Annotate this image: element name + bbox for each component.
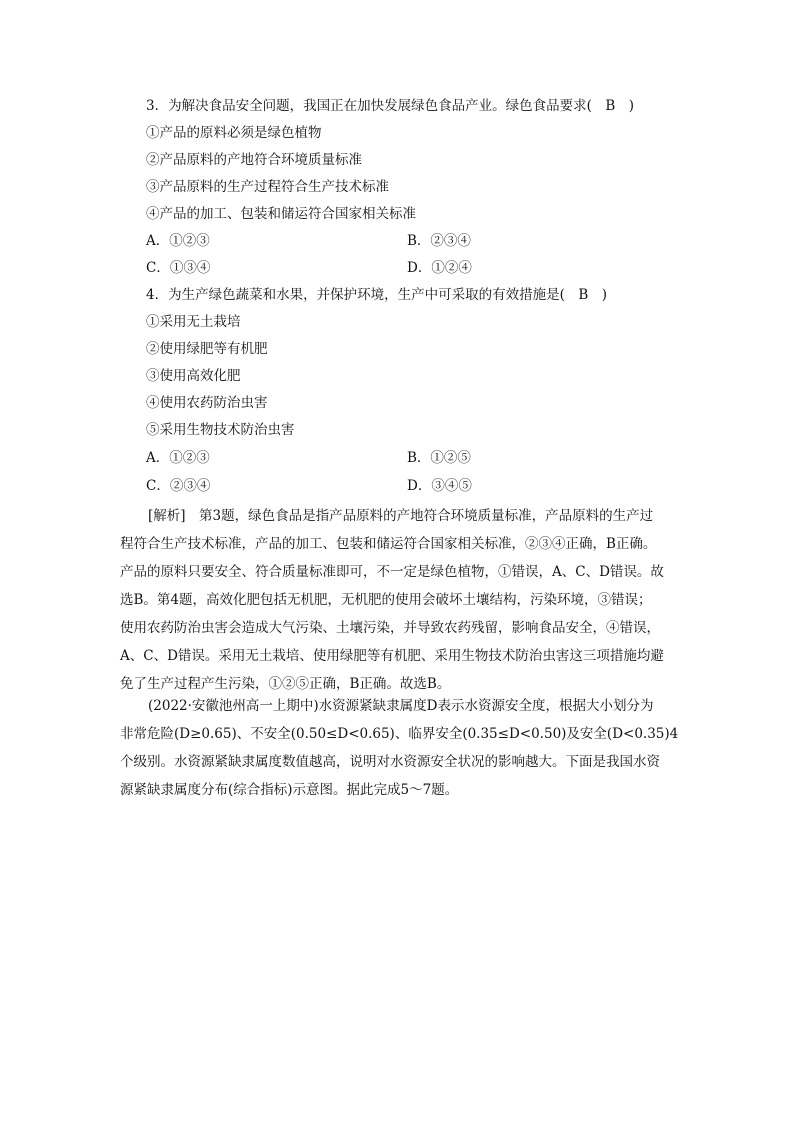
q4-stem: 4．为生产绿色蔬菜和水果，并保护环境，生产中可采取的有效措施是( B ) xyxy=(146,287,608,303)
intro-line: 非常危险(D≥0.65)、不安全(0.50≤D<0.65)、临界安全(0.35≤D<0.50)及安全(D<0.35)4 xyxy=(120,726,679,742)
intro-line: 源紧缺隶属度分布(综合指标)示意图。据此完成5～7题。 xyxy=(120,782,459,798)
q3-option-b: B．②③④ xyxy=(407,233,471,249)
q3-option-a: A．①②③ xyxy=(146,233,210,249)
q4-item-5: ⑤采用生物技术防治虫害 xyxy=(146,422,295,438)
q3-item-3: ③产品原料的生产过程符合生产技术标准 xyxy=(146,179,389,195)
q3-item-1: ①产品的原料必须是绿色植物 xyxy=(146,125,322,141)
q3-option-c: C．①③④ xyxy=(146,260,211,276)
analysis-line: 选B。第4题，高效化肥包括无机肥，无机肥的使用会破坏土壤结构，污染环境，③错误； xyxy=(120,592,652,608)
analysis-line: A、C、D错误。采用无土栽培、使用绿肥等有机肥、采用生物技术防治虫害这三项措施均避 xyxy=(120,648,664,664)
intro-line: (2022·安徽池州高一上期中)水资源紧缺隶属度D表示水资源安全度，根据大小划分为 xyxy=(148,698,654,714)
q3-stem: 3．为解决食品安全问题，我国正在加快发展绿色食品产业。绿色食品要求( B ) xyxy=(146,98,635,114)
q4-option-a: A．①②③ xyxy=(146,450,210,466)
intro-line: 个级别。水资源紧缺隶属度数值越高，说明对水资源安全状况的影响越大。下面是我国水资 xyxy=(120,754,660,770)
analysis-line: 产品的原料只要安全、符合质量标准即可，不一定是绿色植物，①错误，A、C、D错误。故 xyxy=(120,564,664,580)
q3-item-4: ④产品的加工、包装和储运符合国家相关标准 xyxy=(146,206,416,222)
q3-option-d: D．①②④ xyxy=(407,260,472,276)
q3-item-2: ②产品原料的产地符合环境质量标准 xyxy=(146,152,362,168)
intro-paragraph xyxy=(120,692,680,804)
q4-option-b: B．①②⑤ xyxy=(407,450,471,466)
q4-option-c: C．②③④ xyxy=(146,478,211,494)
analysis-line: 使用农药防治虫害会造成大气污染、土壤污染，并导致农药残留，影响食品安全，④错误， xyxy=(120,620,660,636)
analysis-paragraph xyxy=(120,502,680,698)
analysis-line: 免了生产过程产生污染，①②⑤正确，B正确。故选B。 xyxy=(120,676,451,692)
analysis-line: 程符合生产技术标准，产品的加工、包装和储运符合国家相关标准，②③④正确，B正确。 xyxy=(120,536,657,552)
analysis-line: [解析] 第3题，绿色食品是指产品原料的产地符合环境质量标准，产品原料的生产过 xyxy=(148,508,654,524)
q4-item-4: ④使用农药防治虫害 xyxy=(146,395,268,411)
q4-option-d: D．③④⑤ xyxy=(407,478,472,494)
q4-item-1: ①采用无土栽培 xyxy=(146,314,241,330)
q4-item-3: ③使用高效化肥 xyxy=(146,368,241,384)
q4-item-2: ②使用绿肥等有机肥 xyxy=(146,341,268,357)
